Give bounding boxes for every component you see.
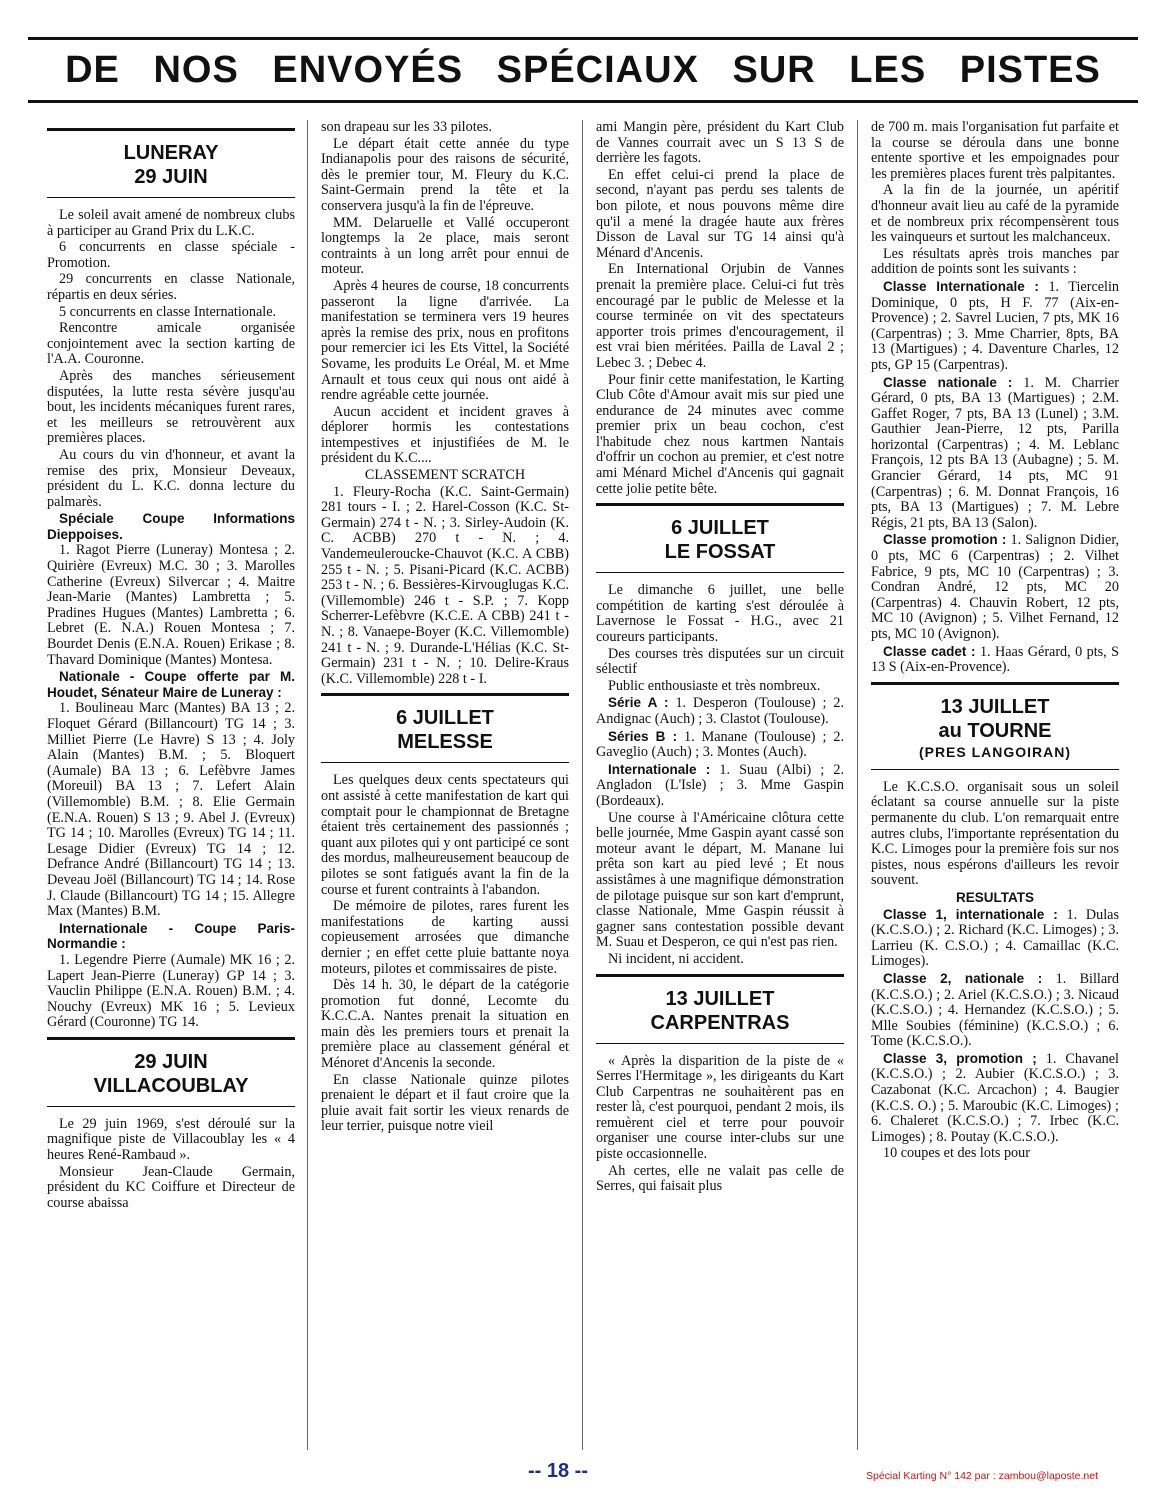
- category-label: Classe 3, promotion ;: [883, 1050, 1037, 1066]
- paragraph: MM. Delaruelle et Vallé occuperont longtemps la 2e place, mais seront contraints à un long arrêt pour ennui de moteur.: [321, 214, 569, 278]
- paragraph: Le 29 juin 1969, s'est déroulé sur la magnifique piste de Villacoublay les « 4 heures René-Rambaud ».: [47, 1115, 295, 1164]
- results: [871, 1051, 1119, 1146]
- paragraph: Public enthousiaste et très nombreux.: [608, 677, 821, 694]
- category-label: Classe cadet :: [883, 643, 976, 659]
- page-title: DE NOS ENVOYÉS SPÉCIAUX SUR LES PISTES: [65, 49, 1101, 91]
- results-text: 1. Tiercelin Dominique, 0 pts, H F. 77 (Aix-en-Provence) ; 2. Savrel Lucien, 7 pts, MK 16 (Carpentras) ; 3. Mme Charrier, 8pts, BA 13 (Martigues) ; 4. Daventure Charles, 12 pts, GP 15 (Carpentras).: [871, 278, 1119, 373]
- paragraph: Au cours du vin d'honneur, et avant la remise des prix, Monsieur Deveaux, président du L. K.C. donna lecture du palmarès.: [47, 446, 295, 510]
- category-label: Séries B :: [608, 728, 678, 744]
- paragraph: Pour finir cette manifestation, le Karting Club Côte d'Amour avait mis sur pied une endurance de 24 minutes avec comme premier prix un beau cochon, c'est l'habitude chez nous kartmen Nantais d'offrir un cochon au premier, et c'est notre ami Ménard Michel d'Ancenis qui gagnait cette jolie petite bête.: [596, 371, 844, 497]
- results: 1. Ragot Pierre (Luneray) Montesa ; 2. Quirière (Evreux) M.C. 30 ; 3. Marolles Catherine (Evreux) Silvercar ; 4. Maitre Jean-Marie (Mantes) Lambretta ; 5. Pradines Hugues (Mantes) Lambretta ; 6. Lebret (E. N.A.) Rouen Montesa ; 7. Bourdet Denis (E.N.A. Rouen) Erikase ; 8. Thavard Dominique (Mantes) Montesa.: [47, 542, 295, 668]
- heading-le-fossat: [596, 503, 844, 573]
- resultats-heading: RESULTATS: [956, 889, 1034, 905]
- column-1: [47, 120, 295, 1450]
- category-label: Classe promotion :: [883, 532, 1007, 548]
- paragraph: Aucun accident et incident graves à déplorer hormis les contestations intempestives et injustifiées de M. le président du K.C....: [321, 403, 569, 467]
- heading-line: 6 JUILLET: [671, 517, 769, 540]
- paragraph: Dès 14 h. 30, le départ de la catégorie promotion fut donné, Lecomte du K.C.C.A. Nantes prenait la situation en main dès les premiers tours et prenait la première place au classement général et Ménoret d'Ancenis la seconde.: [321, 977, 569, 1072]
- heading-line: 13 JUILLET: [665, 987, 775, 1010]
- paragraph: De mémoire de pilotes, rares furent les manifestations de karting aussi copieusement arrosées que dimanche dernier ; en effet cette pluie battante noya moteurs, pilotes et commissaires de piste.: [321, 898, 569, 977]
- results: [596, 695, 844, 727]
- results-text: 1. Salignon Didier, 0 pts, MC 6 (Carpentras) ; 2. Vilhet Fabrice, 9 pts, MC 10 (Carpentras) ; 3. Condran André, 12 pts, MC 20 (Carpentras) 4. Chauvin Robert, 12 pts, MC 10 (Avignon) ; 5. Vilhet Fernand, 12 pts, MC 10 (Avignon).: [871, 532, 1119, 642]
- category-heading: Nationale - Coupe offerte par M. Houdet, Sénateur Maire de Luneray :: [47, 669, 295, 700]
- paragraph: En International Orjubin de Vannes prenait la première place. Celui-ci fut très encouragé par le public de Melesse et la course terminée on vit des spectateurs apporter trois primes d'encouragement, il est vrai bien méritées. Pailla de Laval 2 ; Lebec 3. ; Debec 4.: [596, 261, 844, 371]
- results: [596, 729, 844, 761]
- paragraph: A la fin de la journée, un apéritif d'honneur avait lieu au café de la pyramide et de nombreux prix récompensèrent tous les vainqueurs et surtout les malchanceux.: [871, 182, 1119, 246]
- results: [871, 532, 1119, 642]
- paragraph: son drapeau sur les 33 pilotes.: [321, 120, 493, 135]
- category-label: Classe 1, internationale :: [883, 906, 1058, 922]
- paragraph: de 700 m. mais l'organisation fut parfaite et la course se déroula dans une bonne entente sportive et les empoignades pour les premières places furent très palpitantes.: [871, 120, 1119, 182]
- heading-villacoublay: [47, 1037, 295, 1107]
- results: [871, 644, 1119, 676]
- paragraph: 10 coupes et des lots pour: [883, 1145, 1030, 1162]
- paragraph: Rencontre amicale organisée conjointement avec la section karting de l'A.A. Couronne.: [47, 320, 295, 368]
- paragraph: Monsieur Jean-Claude Germain, président du KC Coiffure et Directeur de course abaissa: [47, 1163, 295, 1211]
- heading-melesse: [321, 693, 569, 763]
- results-text: 1. Desperon (Toulouse) ; 2. Andignac (Auch) ; 3. Clastot (Toulouse).: [596, 695, 844, 727]
- paragraph: Après 4 heures de course, 18 concurrents passeront la ligne d'arrivée. La manifestation se terminera vers 19 heures après la remise des prix, nous en profitons pour remercier ici les Ets Vittel, la Société Sovame, les produits Le Oréal, M. et Mme Arnault et tous ceux qui nous ont aidé à rendre agréable cette journée.: [321, 277, 569, 404]
- paragraph: 29 concurrents en classe Nationale, répartis en deux séries.: [47, 271, 295, 303]
- paragraph: Après des manches sérieusement disputées, la lutte resta sévère jusqu'au bout, les incidents mécaniques furent rares, et les meilleurs se retrouvèrent aux premières places.: [47, 367, 295, 447]
- results: 1. Fleury-Rocha (K.C. Saint-Germain) 281 tours - I. ; 2. Harel-Cosson (K.C. St-Germain) 274 t - N. ; 3. Sirley-Audoin (K. C. ACBB) 270 t - N. ; 4. Vandemeuleroucke-Chauvot (K.C. A CBB) 255 t - N. ; 5. Pisani-Picard (K.C. ACBB) 253 t - N. ; 6. Bessières-Kirvouglugas K.C. (Villemomble) 246 t - S.P. ; 7. Kopp Scherrer-Lefèbvre (K.C.E. A CBB) 241 t - N. ; 8. Vanaepe-Boyer (K.C. Villemomble) 241 t - N. ; 9. Durande-L'Hélias (K.C. St-Germain) 231 t - N. ; 10. Delire-Kraus (K.C. Villemomble) 228 t - I.: [321, 483, 569, 687]
- paragraph: Le dimanche 6 juillet, une belle compétition de karting s'est déroulée à Lavernose le Fossat - H.G., avec 21 coureurs participants.: [596, 582, 844, 646]
- heading-line: MELESSE: [397, 731, 493, 754]
- results: 1. Legendre Pierre (Aumale) MK 16 ; 2. Lapert Jean-Pierre (Luneray) GP 14 ; 3. Vauclin Philippe (E.N.A. Rouen) B.M. ; 4. Nouchy (Evreux) MK 16 ; 5. Levieux Gérard (Couronne) TG 14.: [47, 951, 295, 1031]
- paragraph: Ah certes, elle ne valait pas celle de Serres, qui faisait plus: [596, 1162, 844, 1195]
- paragraph: Les quelques deux cents spectateurs qui ont assisté à cette manifestation de kart qui comptait pour le championnat de Bretagne étaient très certainement des passionnés ; quant aux pilotes qui y ont participé ce sont des mordus, malheureusement beaucoup de pilotes se sont fatigués avant la fin de la course et furent contraints à l'abandon.: [321, 772, 569, 898]
- masthead: [28, 37, 1138, 103]
- category-label: Classe nationale :: [883, 374, 1013, 390]
- heading-line: 13 JUILLET: [940, 695, 1050, 718]
- paragraph: 5 concurrents en classe Internationale.: [59, 303, 277, 320]
- column-3: [596, 120, 844, 1450]
- results: 1. Boulineau Marc (Mantes) BA 13 ; 2. Floquet Gérard (Billancourt) TG 14 ; 3. Milliet Pierre (Le Havre) S 13 ; 4. Joly Alain (Mantes) B.M. ; 5. Bloquert (Aumale) BA 13 ; 6. Lefèbvre James (Moreuil) BA 13 ; 7. Lefert Alain (Villemomble) B.M. ; 8. Elie Germain (E.N.A. Rouen) S 13 ; 9. Abel J. (Evreux) TG 14 ; 10. Marolles (Evreux) TG 14 ; 11. Lesage Didier (Evreux) TG 14 ; 12. Defrance André (Billancourt) TG 14 ; 13. Deveau Joël (Billancourt) TG 14 ; 14. Rose J. Claude (Billancourt) TG 14 ; 15. Allegre Max (Mantes) B.M.: [47, 700, 295, 920]
- column-divider: [582, 120, 583, 1450]
- results-text: 1. Manane (Toulouse) ; 2. Gaveglio (Auch) ; 3. Montes (Auch).: [596, 728, 844, 761]
- results-text: 1. Chavanel (K.C.S.O.) ; 2. Aubier (K.C.S.O.) ; 3. Cazabonat (K.C. Arcachon) ; 4. Baugier (K.C.S. O.) ; 5. Maroubic (K.C. Limoges) ; 6. Chaleret (K.C.S.O.) ; 7. Irbec (K.C. Limoges) ; 8. Poutay (K.C.S.O.).: [871, 1050, 1119, 1145]
- paragraph: 6 concurrents en classe spéciale - Promotion.: [47, 239, 295, 271]
- column-4: [871, 120, 1119, 1450]
- classement-heading: CLASSEMENT SCRATCH: [364, 467, 526, 484]
- paragraph: Des courses très disputées sur un circuit sélectif: [596, 645, 844, 678]
- heading-line: 29 JUIN: [134, 166, 208, 188]
- page-number: -- 18 --: [528, 1460, 588, 1482]
- paragraph: « Après la disparition de la piste de « Serres l'Hermitage », les dirigeants du Kart Club Carpentras ne souhaitèrent pas en rester là, c'est pourquoi, pendant 2 mois, ils remuèrent ciel et terre pour pouvoir organiser une course inter-clubs sur une piste occasionnelle.: [596, 1052, 844, 1163]
- heading-line: CARPENTRAS: [650, 1011, 790, 1034]
- results-text: 1. Haas Gérard, 0 pts, S 13 S (Aix-en-Provence).: [871, 643, 1119, 676]
- paragraph: En effet celui-ci prend la place de second, n'ayant pas perdu ses talents de bon pilote, et nous pouvons même dire qu'il a mené la dragée haute aux frères Disson de Laval sur TG 14 ainsi qu'à Ménard d'Ancenis.: [596, 166, 844, 261]
- heading-line: VILLACOUBLAY: [93, 1074, 249, 1097]
- results: [871, 375, 1119, 532]
- results: [871, 279, 1119, 374]
- category-label: Classe 2, nationale :: [883, 970, 1043, 986]
- paragraph: Les résultats après trois manches par addition de points sont les suivants :: [871, 245, 1119, 278]
- paragraph: Le soleil avait amené de nombreux clubs à participer au Grand Prix du L.K.C.: [47, 207, 295, 239]
- results-text: 1. Billard (K.C.S.O.) ; 2. Ariel (K.C.S.O.) ; 3. Nicaud (K.C.S.O.) ; 4. Hernandez (K.C.S.O.) ; 5. Mlle Soubies (féminine) (K.C.S.O.) ; 6. Tome (K.C.S.O.).: [871, 970, 1119, 1050]
- results: [871, 907, 1119, 970]
- heading-line: au TOURNE: [938, 719, 1052, 742]
- heading-line: 6 JUILLET: [396, 707, 494, 730]
- heading-line: 29 JUIN: [134, 1050, 208, 1073]
- heading-tourne: [871, 682, 1119, 770]
- heading-carpentras: [596, 974, 844, 1044]
- column-divider: [307, 120, 308, 1450]
- paragraph: ami Mangin père, président du Kart Club de Vannes courrait avec un S 13 S de derrière les fagots.: [596, 120, 844, 167]
- paragraph: Le K.C.S.O. organisait sous un soleil éclatant sa course annuelle sur la piste permanente du club. L'on remarquait entre autres clubs, l'importante représentation du K.C. Limoges pour la première fois sur nos pistes, nous espérons d'ailleurs les revoir souvent.: [871, 778, 1119, 889]
- heading-subline: (PRES LANGOIRAN): [918, 743, 1072, 760]
- results: [596, 762, 844, 810]
- scan-credit: Spécial Karting N° 142 par : zambou@laposte.net: [866, 1470, 1098, 1482]
- results-text: 1. Dulas (K.C.S.O.) ; 2. Richard (K.C. Limoges) ; 3. Larrieu (K. C.S.O.) ; 4. Camaillac (K.C. Limoges).: [871, 906, 1119, 970]
- column-2: [321, 120, 569, 1450]
- results-text: 1. M. Charrier Gérard, 0 pts, BA 13 (Martigues) ; 2.M. Gaffet Roger, 7 pts, BA 13 (Lunel) ; 3.M. Gauthier Jean-Pierre, 12 pts, Parilla horizontal (Carpentras) ; 4. M. Leblanc François, 12 pts BA 13 (Aubagne) ; 5. M. Grancier Gérard, 14 pts, MC 91 (Carpentras) ; 6. M. Donnat François, 16 pts, BA 13 (Martigues) ; 7. M. Lebre Régis, 21 pts, BA 13 (Salon).: [871, 374, 1119, 531]
- heading-luneray: [47, 128, 295, 198]
- category-heading: Spéciale Coupe Informations Dieppoises.: [47, 511, 295, 542]
- category-label: Classe Internationale :: [883, 278, 1039, 294]
- paragraph: Ni incident, ni accident.: [608, 950, 744, 967]
- paragraph: Une course à l'Américaine clôtura cette belle journée, Mme Gaspin ayant cassé son moteur avant le départ, M. Manane lui prêta son kart au pied levé ; Et nous assistâmes à une magnifique démonstration de pilotage puisque sur son kart d'emprunt, classe Nationale, Mme Gaspin réussit à gagner sans contestation possible devant M. Suau et Desperon, ce qui n'est pas rien.: [596, 809, 844, 951]
- paragraph: Le départ était cette année du type Indianapolis pour des raisons de sécurité, dès le premier tour, M. Fleury du K.C. Saint-Germain prend la tête et la conservera jusqu'à la fin de l'épreuve.: [321, 135, 569, 214]
- category-heading: Internationale - Coupe Paris-Normandie :: [47, 920, 295, 952]
- heading-line: LE FOSSAT: [664, 541, 776, 564]
- category-label: Série A :: [608, 695, 669, 711]
- results-text: 1. Suau (Albi) ; 2. Angladon (L'Isle) ; 3. Mme Gaspin (Bordeaux).: [596, 761, 844, 809]
- category-label: Internationale :: [608, 761, 711, 777]
- heading-line: LUNERAY: [123, 142, 219, 164]
- results: [871, 971, 1119, 1050]
- paragraph: En classe Nationale quinze pilotes prenaient le départ et il faut croire que la pluie avait fait sortir les vieux renards de leur terrier, puisque notre vieil: [321, 1071, 569, 1135]
- column-divider: [857, 120, 858, 1450]
